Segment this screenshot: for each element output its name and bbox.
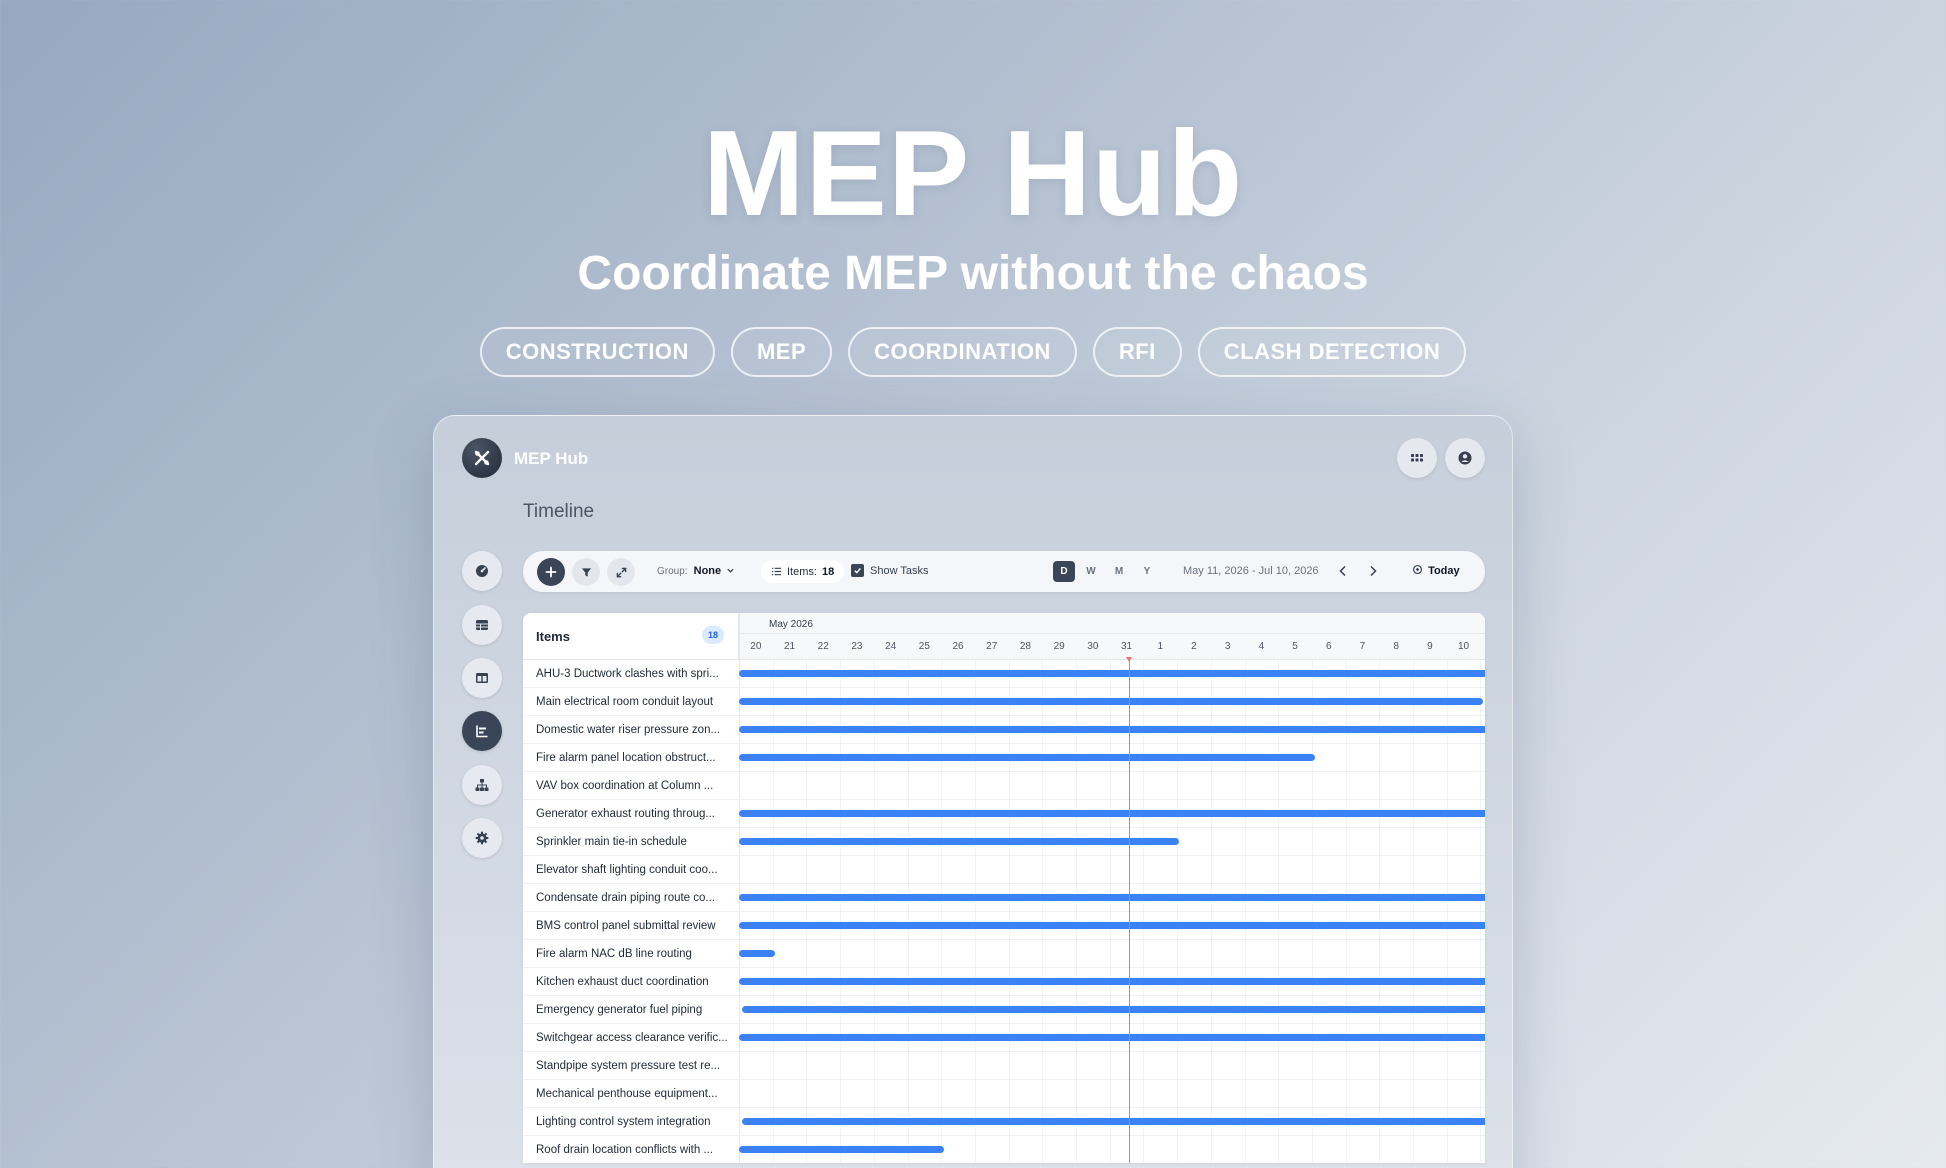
scale-year-button[interactable]: Y [1143, 566, 1151, 577]
day-label: 1 [1157, 641, 1164, 652]
scale-month-button[interactable]: M [1114, 566, 1124, 577]
account-button[interactable] [1445, 438, 1485, 478]
tag-rfi: RFI [1093, 327, 1182, 377]
chevron-right-icon [1366, 564, 1380, 578]
previous-range-button[interactable] [1336, 564, 1350, 583]
row-divider [523, 995, 1485, 996]
tag-clash-detection: CLASH DETECTION [1198, 327, 1467, 377]
task-bar[interactable] [739, 1034, 1485, 1041]
page-title: Timeline [523, 501, 595, 522]
row-divider [523, 911, 1485, 912]
day-label: 25 [918, 641, 930, 652]
day-label: 2 [1191, 641, 1197, 652]
row-label[interactable]: Domestic water riser pressure zon... [536, 724, 721, 736]
day-label: 23 [851, 641, 863, 652]
row-label[interactable]: Standpipe system pressure test re... [536, 1060, 721, 1072]
row-label[interactable]: VAV box coordination at Column ... [536, 780, 714, 792]
row-divider [523, 743, 1485, 744]
hero-subtitle: Coordinate MEP without the chaos [577, 247, 1369, 300]
row-label[interactable]: AHU-3 Ductwork clashes with spri... [536, 668, 719, 680]
row-label[interactable]: Main electrical room conduit layout [536, 696, 714, 708]
sidebar-item-timeline[interactable] [462, 711, 502, 751]
row-label[interactable]: Fire alarm NAC dB line routing [536, 948, 692, 960]
group-label: Group: [657, 566, 688, 577]
task-bar[interactable] [739, 726, 1485, 733]
sidebar-item-settings[interactable] [462, 818, 502, 858]
day-label: 31 [1120, 641, 1133, 652]
row-divider [523, 1023, 1485, 1024]
task-bar[interactable] [739, 698, 1483, 705]
task-bar[interactable] [739, 838, 1179, 845]
group-selector[interactable] [657, 565, 735, 577]
add-item-button[interactable] [537, 558, 565, 586]
check-icon [853, 566, 862, 575]
tag-list [0, 327, 1946, 377]
day-label: 27 [986, 641, 998, 652]
task-bar[interactable] [739, 922, 1485, 929]
show-tasks-label: Show Tasks [870, 565, 929, 577]
plus-icon [545, 566, 557, 578]
day-label: 10 [1457, 641, 1470, 652]
row-divider [523, 715, 1485, 716]
items-value: 18 [821, 565, 835, 578]
day-label: 5 [1292, 641, 1298, 652]
hero-title: MEP Hub [702, 105, 1244, 241]
day-label: 4 [1258, 641, 1265, 652]
row-divider [523, 1051, 1485, 1052]
sidebar-item-dashboard[interactable] [462, 551, 502, 591]
row-divider [523, 939, 1485, 940]
apps-grid-button[interactable] [1397, 438, 1437, 478]
day-label: 6 [1325, 641, 1332, 652]
row-divider [523, 1135, 1485, 1136]
sidebar-item-hierarchy[interactable] [462, 765, 502, 805]
row-divider [523, 855, 1485, 856]
timeline-icon [475, 724, 489, 738]
day-label: 3 [1224, 641, 1231, 652]
sidebar-item-board[interactable] [462, 658, 502, 698]
items-count-badge: 18 [702, 626, 724, 644]
row-label[interactable]: Elevator shaft lighting conduit coo... [536, 864, 718, 876]
filter-icon [581, 567, 592, 578]
day-label: 30 [1087, 641, 1099, 652]
show-tasks-checkbox[interactable] [851, 564, 864, 577]
day-label: 7 [1359, 641, 1366, 652]
list-icon [771, 566, 782, 577]
today-marker-line [1129, 658, 1130, 1163]
today-marker-head [1126, 657, 1132, 662]
tools-icon [473, 449, 491, 467]
account-icon [1458, 451, 1472, 465]
task-bar[interactable] [739, 950, 775, 957]
task-bar[interactable] [739, 754, 1315, 761]
settings-icon [475, 831, 489, 845]
row-label[interactable]: Condensate drain piping route co... [536, 892, 716, 904]
day-label: 28 [1019, 641, 1031, 652]
today-button[interactable] [1412, 564, 1460, 577]
table-icon [475, 618, 489, 632]
items-header-label: Items [536, 629, 570, 644]
items-column-header [523, 613, 739, 660]
day-label: 20 [750, 641, 762, 652]
timeline-gantt [523, 613, 1485, 1163]
timeline-toolbar [523, 551, 1485, 592]
chevron-left-icon [1336, 564, 1350, 578]
row-label[interactable]: Generator exhaust routing throug... [536, 808, 715, 820]
items-count-chip[interactable] [761, 560, 844, 583]
row-divider [523, 883, 1485, 884]
row-label[interactable]: Lighting control system integration [536, 1116, 711, 1128]
board-icon [475, 671, 489, 685]
tag-coordination: COORDINATION [848, 327, 1077, 377]
month-label: May 2026 [769, 619, 813, 630]
app-window [433, 415, 1513, 1168]
task-bar[interactable] [739, 978, 1485, 985]
filter-button[interactable] [572, 558, 600, 586]
row-label[interactable]: Switchgear access clearance verific... [536, 1032, 728, 1044]
month-divider [739, 633, 1485, 634]
date-range: May 11, 2026 - Jul 10, 2026 [1183, 565, 1319, 577]
row-divider [523, 827, 1485, 828]
row-divider [523, 771, 1485, 772]
row-divider [523, 1107, 1485, 1108]
row-divider [523, 1079, 1485, 1080]
group-value: None [693, 565, 722, 577]
day-label: 8 [1393, 641, 1399, 652]
next-range-button[interactable] [1366, 564, 1380, 583]
tag-construction: CONSTRUCTION [480, 327, 715, 377]
row-divider [523, 799, 1485, 800]
sidebar-item-table[interactable] [462, 605, 502, 645]
task-bar[interactable] [739, 670, 1485, 677]
expand-icon [616, 567, 627, 578]
task-bar[interactable] [739, 810, 1485, 817]
day-label: 24 [885, 641, 897, 652]
day-label: 29 [1053, 641, 1065, 652]
row-label[interactable]: Kitchen exhaust duct coordination [536, 976, 709, 988]
dashboard-icon [475, 564, 489, 578]
day-label: 22 [817, 641, 829, 652]
scale-day-button[interactable]: D [1053, 561, 1075, 582]
day-label: 21 [783, 641, 796, 652]
app-name: MEP Hub [514, 449, 589, 468]
row-label[interactable]: Sprinkler main tie-in schedule [536, 836, 687, 848]
row-label[interactable]: Fire alarm panel location obstruct... [536, 752, 716, 764]
row-divider [523, 687, 1485, 688]
row-divider [523, 967, 1485, 968]
task-bar[interactable] [739, 894, 1485, 901]
timeline-header [739, 613, 1485, 660]
app-logo[interactable] [462, 438, 502, 478]
row-label[interactable]: Mechanical penthouse equipment... [536, 1088, 718, 1100]
task-bar[interactable] [742, 1118, 1485, 1125]
row-label[interactable]: Emergency generator fuel piping [536, 1004, 703, 1016]
today-label: Today [1428, 565, 1460, 577]
row-label[interactable]: Roof drain location conflicts with ... [536, 1144, 714, 1156]
day-label: 26 [952, 641, 964, 652]
items-label: Items: [787, 565, 817, 578]
hierarchy-icon [475, 778, 489, 792]
column-separator [739, 613, 740, 1163]
scale-week-button[interactable]: W [1086, 566, 1096, 577]
target-icon [1412, 564, 1423, 575]
chevron-down-icon [726, 566, 735, 575]
tag-mep: MEP [731, 327, 832, 377]
task-bar[interactable] [739, 1146, 944, 1153]
day-label: 9 [1427, 641, 1433, 652]
task-bar[interactable] [742, 1006, 1485, 1013]
row-label[interactable]: BMS control panel submittal review [536, 920, 716, 932]
apps-grid-icon [1410, 451, 1424, 465]
expand-button[interactable] [607, 558, 635, 586]
